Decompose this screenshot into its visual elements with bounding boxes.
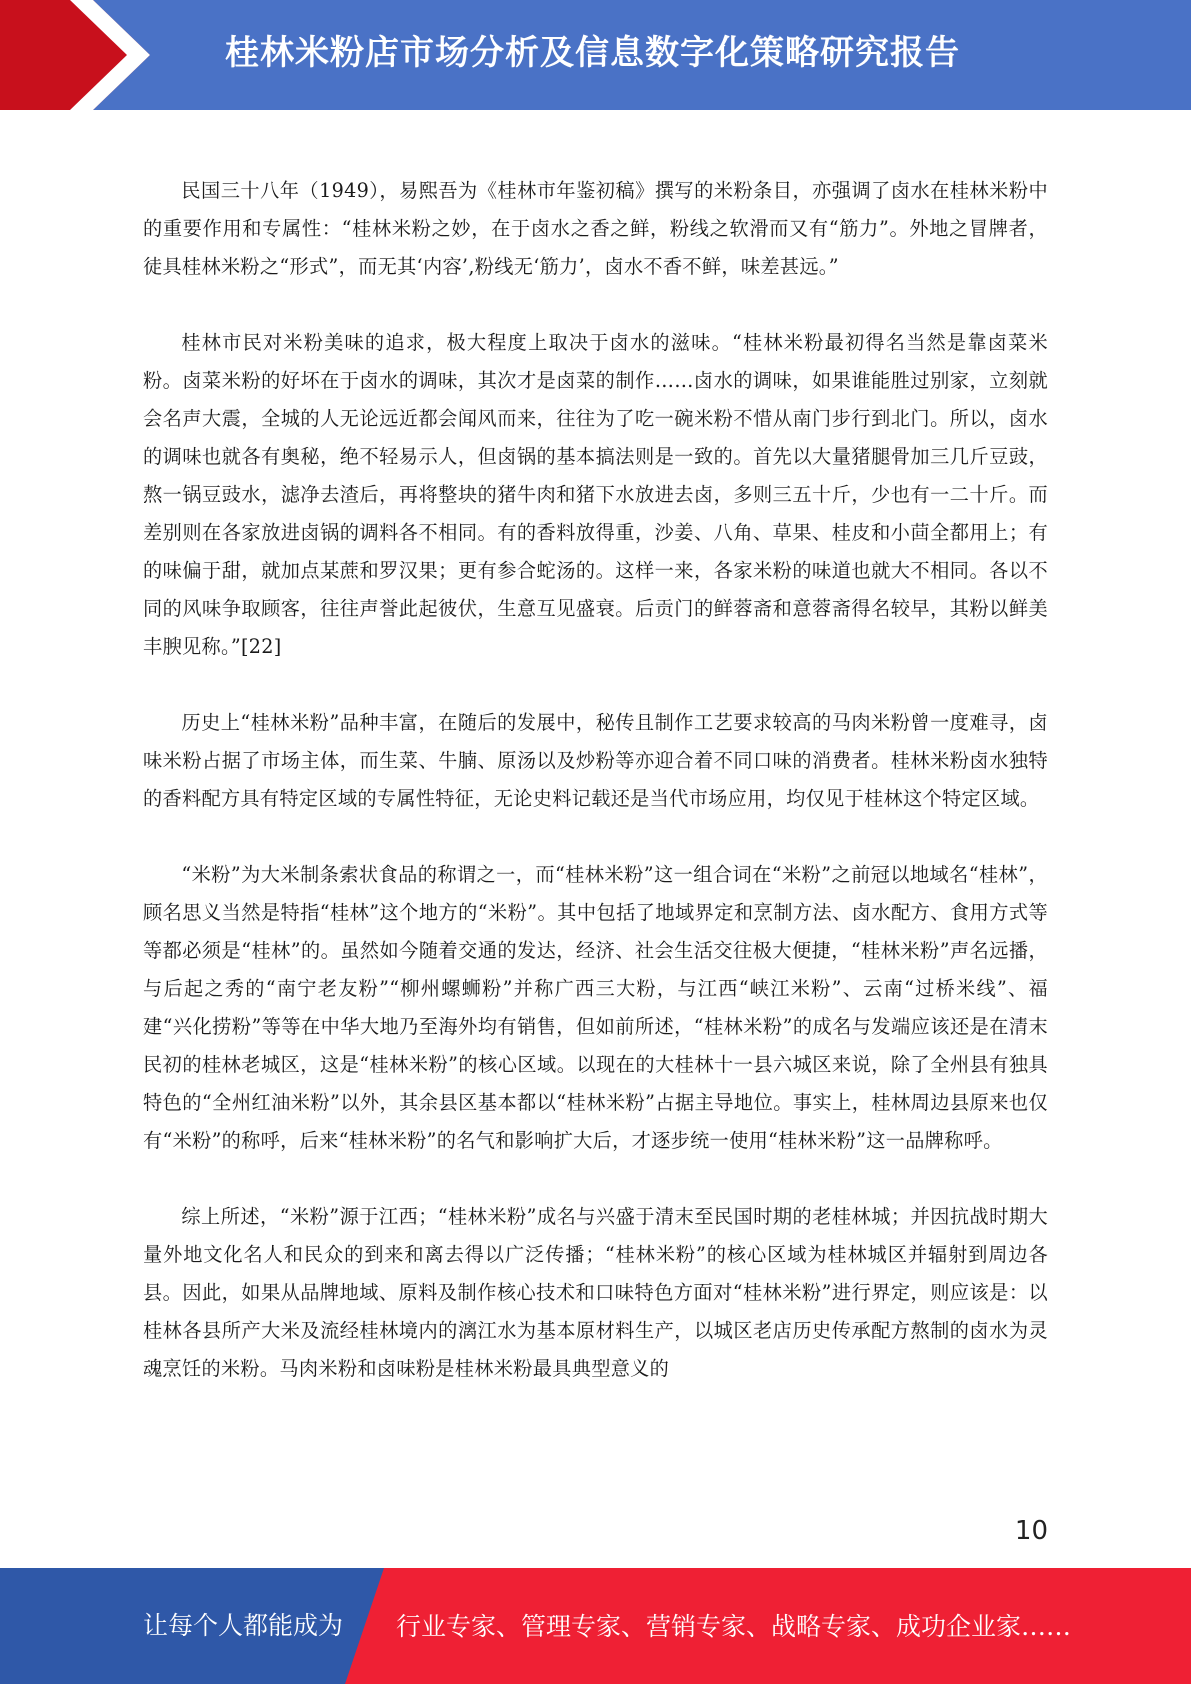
report-footer — [0, 1568, 1191, 1684]
paragraph: “米粉”为大米制条索状食品的称谓之一，而“桂林米粉”这一组合词在“米粉”之前冠以地域名“桂林”，顾名思义当然是特指“桂林”这个地方的“米粉”。其中包括了地域界定和烹制方法、卤水配方、食用方式等等都必须是“桂林”的。虽然如今随着交通的发达，经济、社会生活交往极大便捷，“桂林米粉”声名远播，与后起之秀的“南宁老友粉”“柳州螺蛳粉”并称广西三大粉，与江西“峡江米粉”、云南“过桥米线”、福建“兴化捞粉”等等在中华大地乃至海外均有销售，但如前所述，“桂林米粉”的成名与发端应该还是在清末民初的桂林老城区，这是“桂林米粉”的核心区域。以现在的大桂林十一县六城区来说，除了全州县有独具特色的“全州红油米粉”以外，其余县区基本都以“桂林米粉”占据主导地位。事实上，桂林周边县原来也仅有“米粉”的称呼，后来“桂林米粉”的名气和影响扩大后，才逐步统一使用“桂林米粉”这一品牌称呼。 — [143, 863, 1048, 1152]
page-number: 10 — [1014, 1516, 1048, 1546]
footer-slogan-right: 行业专家、管理专家、营销专家、战略专家、成功企业家…… — [396, 1612, 1072, 1641]
paragraph: 历史上“桂林米粉”品种丰富，在随后的发展中，秘传且制作工艺要求较高的马肉米粉曾一度难寻，卤味米粉占据了市场主体，而生菜、牛腩、原汤以及炒粉等亦迎合着不同口味的消费者。桂林米粉卤水独特的香料配方具有特定区域的专属性特征，无论史料记载还是当代市场应用，均仅见于桂林这个特定区域。 — [143, 711, 1048, 810]
footer-slogan-left: 让每个人都能成为 — [143, 1611, 344, 1640]
paragraph: 民国三十八年（1949），易熙吾为《桂林市年鉴初稿》撰写的米粉条目，亦强调了卤水在桂林米粉中的重要作用和专属性：“桂林米粉之妙，在于卤水之香之鲜，粉线之软滑而又有“筋力”。外地之冒牌者，徒具桂林米粉之“形式”，而无其‘内容’,粉线无‘筋力’，卤水不香不鲜，味差甚远。” — [143, 179, 1048, 278]
paragraph: 综上所述，“米粉”源于江西；“桂林米粉”成名与兴盛于清末至民国时期的老桂林城；并因抗战时期大量外地文化名人和民众的到来和离去得以广泛传播；“桂林米粉”的核心区域为桂林城区并辐射到周边各县。因此，如果从品牌地域、原料及制作核心技术和口味特色方面对“桂林米粉”进行界定，则应该是：以桂林各县所产大米及流经桂林境内的漓江水为基本原材料生产，以城区老店历史传承配方熬制的卤水为灵魂烹饪的米粉。马肉米粉和卤味粉是桂林米粉最具典型意义的 — [143, 1205, 1048, 1380]
report-title: 桂林米粉店市场分析及信息数字化策略研究报告 — [225, 33, 960, 73]
report-header — [0, 0, 1191, 110]
document-body — [143, 172, 1048, 1426]
paragraph: 桂林市民对米粉美味的追求，极大程度上取决于卤水的滋味。“桂林米粉最初得名当然是靠卤菜米粉。卤菜米粉的好坏在于卤水的调味，其次才是卤菜的制作……卤水的调味，如果谁能胜过别家，立刻就会名声大震，全城的人无论远近都会闻风而来，往往为了吃一碗米粉不惜从南门步行到北门。所以，卤水的调味也就各有奥秘，绝不轻易示人，但卤锅的基本搞法则是一致的。首先以大量猪腿骨加三几斤豆豉，熬一锅豆豉水，滤净去渣后，再将整块的猪牛肉和猪下水放进去卤，多则三五十斤，少也有一二十斤。而差别则在各家放进卤锅的调料各不相同。有的香料放得重，沙姜、八角、草果、桂皮和小茴全都用上；有的味偏于甜，就加点某蔗和罗汉果；更有参合蛇汤的。这样一来，各家米粉的味道也就大不相同。各以不同的风味争取顾客，往往声誉此起彼伏，生意互见盛衰。后贡门的鲜蓉斋和意蓉斋得名较早，其粉以鲜美丰腴见称。”[22] — [143, 331, 1048, 658]
